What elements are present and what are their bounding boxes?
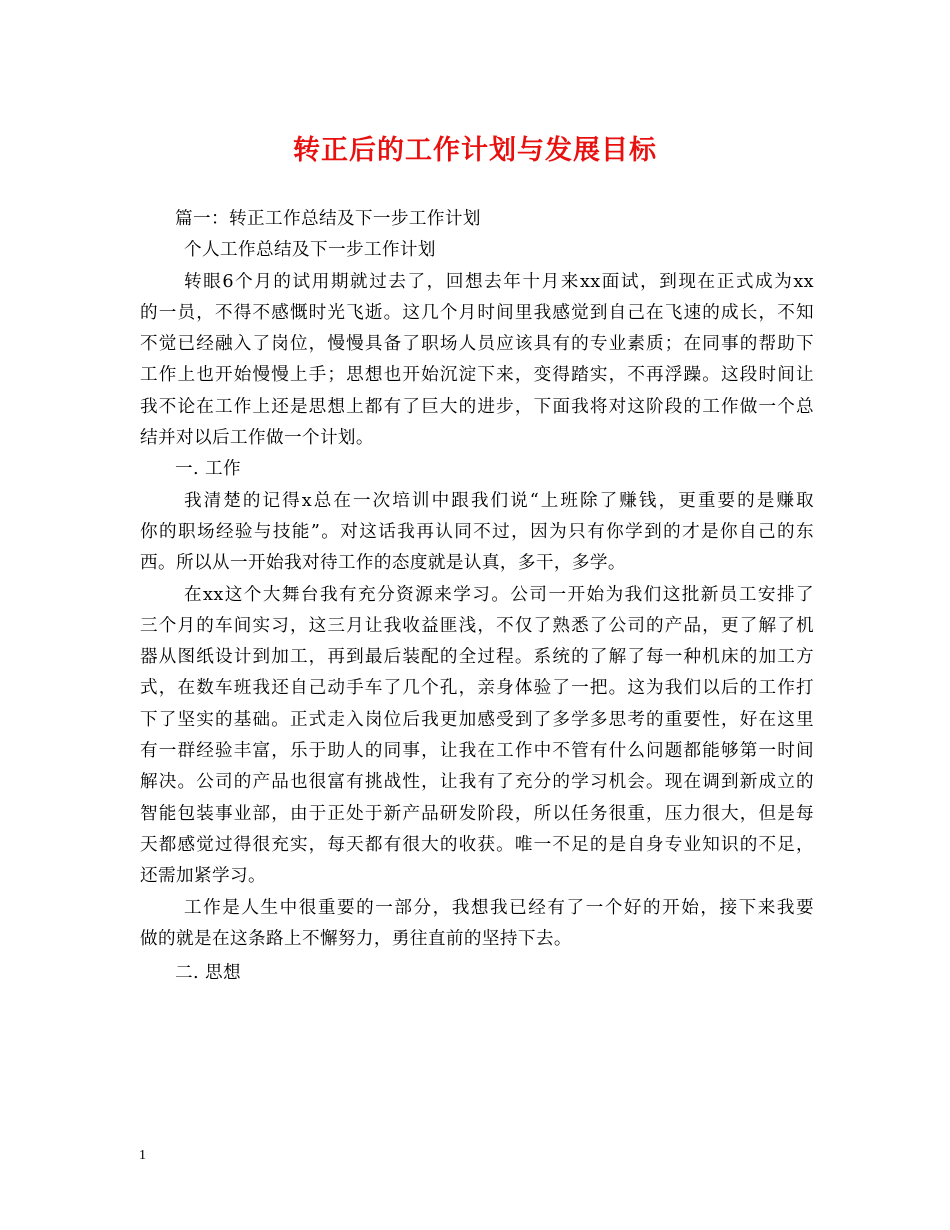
document-title: 转正后的工作计划与发展目标: [293, 135, 657, 166]
paragraph-line: 结并对以后工作做一个计划。: [140, 428, 374, 449]
paragraph-line: 转眼6个月的试用期就过去了，回想去年十月来xx面试，到现在正式成为xx: [184, 271, 814, 292]
intro-paragraph: [140, 267, 814, 455]
paragraph-line: 有一群经验丰富，乐于助人的同事，让我在工作中不管有什么问题都能够第一时间: [140, 741, 814, 762]
paragraph-line: 工作是人生中很重要的一部分，我想我已经有了一个好的开始，接下来我要: [184, 897, 814, 918]
paragraph-line: 你的职场经验与技能”。对这话我再认同不过，因为只有你学到的才是你自己的东: [140, 521, 814, 542]
paragraph-line: 器从图纸设计到加工，再到最后装配的全过程。系统的了解了每一种机床的加工方: [140, 647, 814, 668]
paragraph-line: 我不论在工作上还是思想上都有了巨大的进步，下面我将对这阶段的工作做一个总: [140, 396, 814, 417]
paragraph-line: 智能包装事业部，由于正处于新产品研发阶段，所以任务很重，压力很大，但是每: [140, 803, 814, 824]
section-heading-work: 一. 工作: [175, 459, 241, 480]
paragraph-line: 工作上也开始慢慢上手；思想也开始沉淀下来，变得踏实，不再浮躁。这段时间让: [140, 365, 814, 386]
work-paragraph-2: [140, 580, 814, 893]
paragraph-line: 做的就是在这条路上不懈努力，勇往直前的坚持下去。: [140, 928, 572, 949]
paragraph-line: 解决。公司的产品也很富有挑战性，让我有了充分的学习机会。现在调到新成立的: [140, 772, 814, 793]
paragraph-line: 在xx这个大舞台我有充分资源来学习。公司一开始为我们这批新员工安排了: [184, 584, 814, 605]
paragraph-line: 还需加紧学习。: [140, 866, 266, 887]
paragraph-line: 下了坚实的基础。正式走入岗位后我更加感受到了多学多思考的重要性，好在这里: [140, 709, 814, 730]
sub-heading: 个人工作总结及下一步工作计划: [184, 240, 436, 261]
paragraph-line: 式，在数车班我还自己动手车了几个孔，亲身体验了一把。这为我们以后的工作打: [140, 678, 814, 699]
paragraph-line: 我清楚的记得x总在一次培训中跟我们说“上班除了赚钱，更重要的是赚取: [184, 490, 814, 511]
paragraph-line: 西。所以从一开始我对待工作的态度就是认真，多干，多学。: [140, 553, 626, 574]
paragraph-line: 不觉已经融入了岗位，慢慢具备了职场人员应该具有的专业素质；在同事的帮助下: [140, 334, 814, 355]
work-paragraph-1: [140, 486, 814, 580]
work-paragraph-3: [140, 893, 814, 956]
paragraph-line: 的一员，不得不感慨时光飞逝。这几个月时间里我感觉到自己在飞速的成长，不知: [140, 302, 814, 323]
section-heading-thought: 二. 思想: [175, 963, 241, 984]
paragraph-line: 三个月的车间实习，这三月让我收益匪浅，不仅了熟悉了公司的产品，更了解了机: [140, 615, 814, 636]
document-body: [140, 204, 814, 989]
page-number: 1: [139, 1148, 146, 1163]
part-heading: 篇一：转正工作总结及下一步工作计划: [175, 209, 481, 229]
paragraph-line: 天都感觉过得很充实，每天都有很大的收获。唯一不足的是自身专业知识的不足，: [140, 834, 814, 855]
